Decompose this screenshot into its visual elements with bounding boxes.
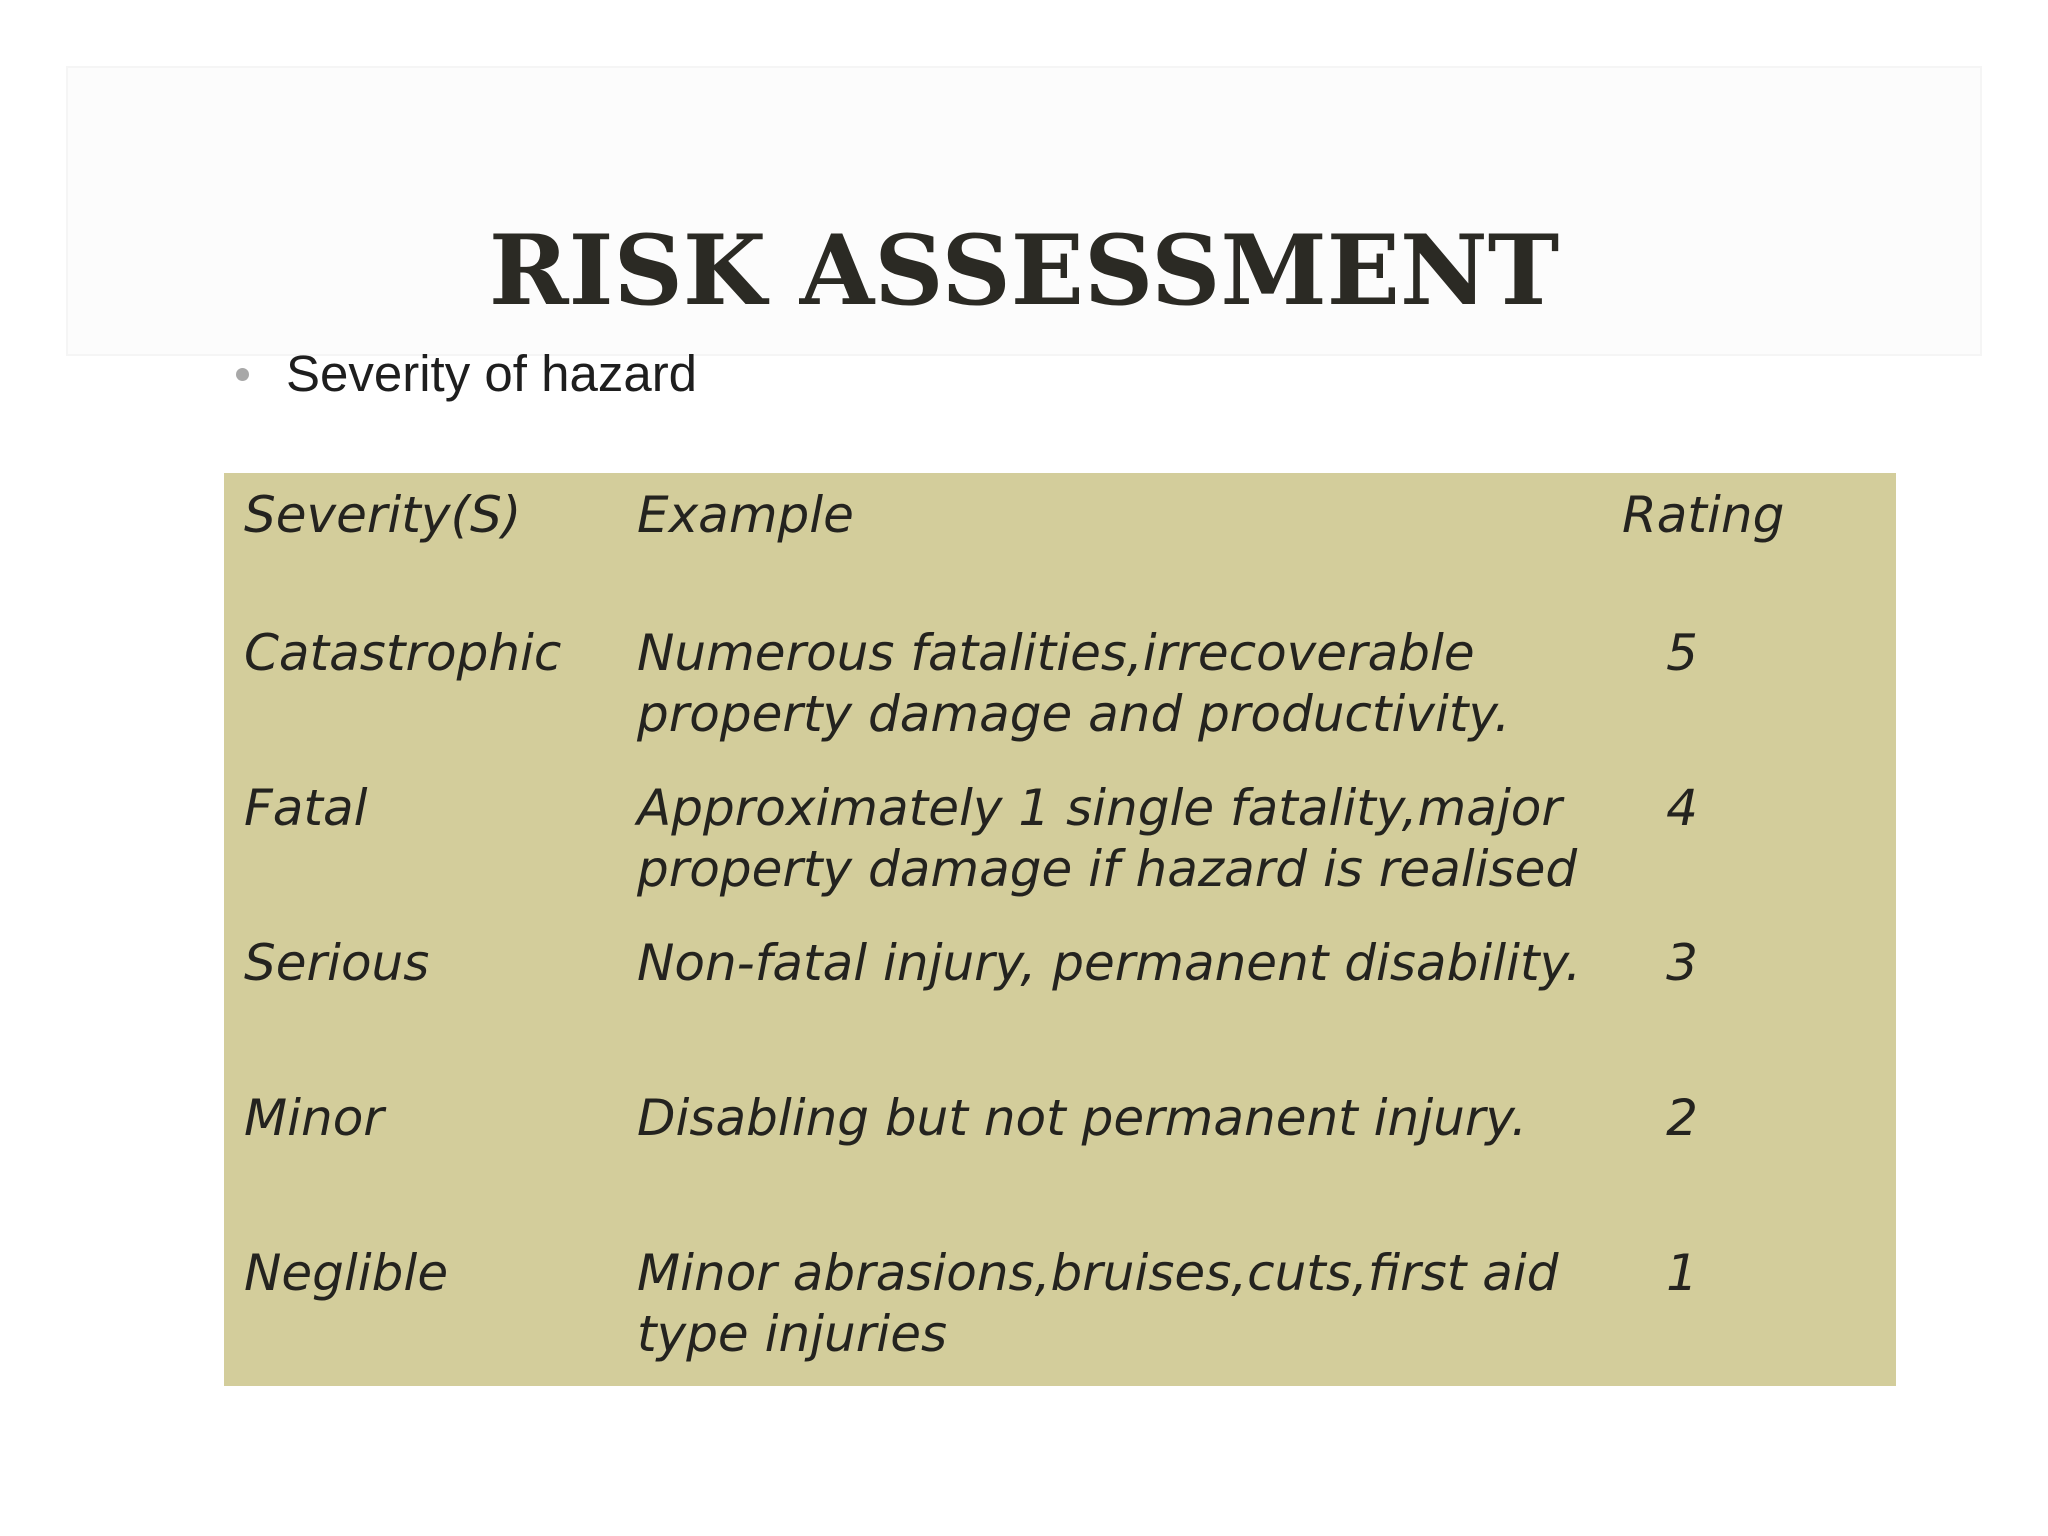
row-1-example-line-1: Numerous fatalities,irrecoverable [637, 624, 1475, 682]
header-severity: Severity(S) [244, 486, 522, 544]
row-2-rating: 4 [1666, 779, 1698, 837]
slide-title: RISK ASSESSMENT [488, 214, 1560, 327]
row-5-example-line-1: Minor abrasions,bruises,cuts,first aid [637, 1244, 1559, 1302]
header-example: Example [637, 486, 854, 544]
row-5-severity: Neglible [244, 1244, 449, 1302]
row-1-rating: 5 [1666, 624, 1698, 682]
bullet-text: Severity of hazard [286, 345, 698, 402]
row-3-example-line-1: Non-fatal injury, permanent disability. [637, 934, 1582, 992]
row-3-severity: Serious [244, 934, 430, 992]
row-3-rating: 3 [1666, 934, 1698, 992]
bullet-dot-icon [236, 368, 249, 381]
severity-table [224, 473, 1896, 1386]
row-4-example-line-1: Disabling but not permanent injury. [637, 1089, 1527, 1147]
row-5-rating: 1 [1666, 1244, 1698, 1302]
header-rating: Rating [1622, 486, 1785, 544]
row-5-example-line-2: type injuries [637, 1305, 948, 1363]
row-1-example-line-2: property damage and productivity. [637, 685, 1511, 743]
row-1-severity: Catastrophic [244, 624, 562, 682]
row-4-rating: 2 [1666, 1089, 1698, 1147]
row-2-example-line-2: property damage if hazard is realised [637, 840, 1578, 898]
row-2-severity: Fatal [244, 779, 368, 837]
row-2-example-line-1: Approximately 1 single fatality,major [637, 779, 1562, 837]
bullet-item [236, 342, 697, 406]
row-4-severity: Minor [244, 1089, 384, 1147]
